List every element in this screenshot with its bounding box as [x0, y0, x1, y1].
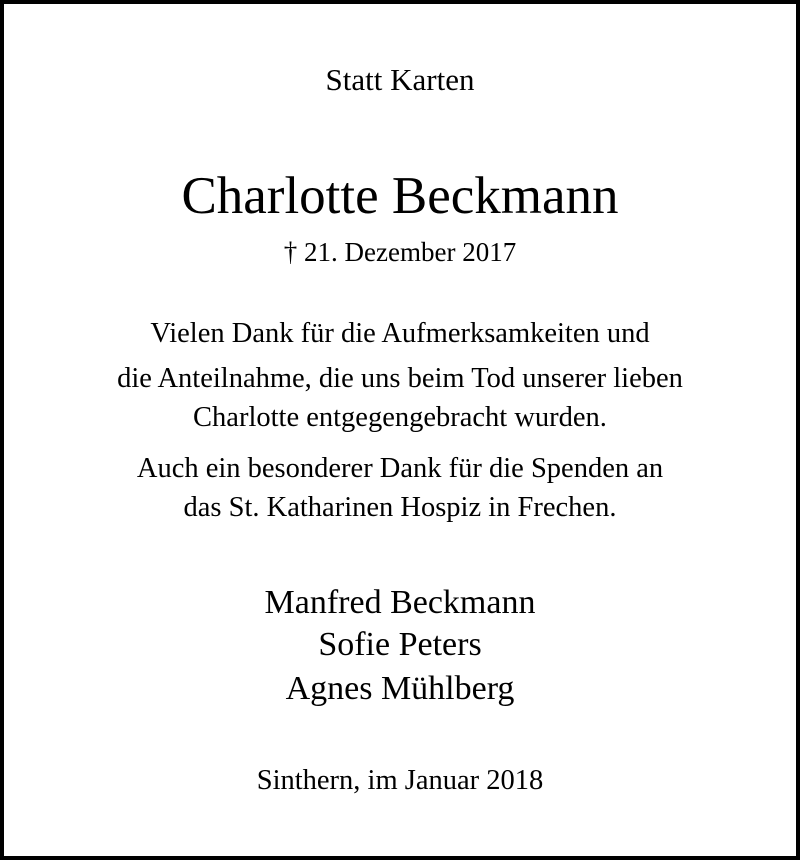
kicker-text: Statt Karten	[325, 62, 475, 97]
place-date: Sinthern, im Januar 2018	[256, 765, 544, 796]
message-line: Charlotte entgegengebracht wurden.	[193, 402, 607, 433]
signatory-name: Sofie Peters	[318, 626, 482, 663]
message-line: die Anteilnahme, die uns beim Tod unserer lieben	[117, 363, 683, 394]
message-line: Vielen Dank für die Aufmerksamkeiten und	[150, 318, 650, 349]
death-date: † 21. Dezember 2017	[283, 237, 517, 267]
signatory-name: Agnes Mühlberg	[285, 670, 515, 707]
signatory-name: Manfred Beckmann	[264, 584, 536, 621]
message-line: das St. Katharinen Hospiz in Frechen.	[183, 492, 617, 523]
deceased-name: Charlotte Beckmann	[181, 167, 619, 225]
message-line: Auch ein besonderer Dank für die Spenden an	[136, 453, 664, 484]
